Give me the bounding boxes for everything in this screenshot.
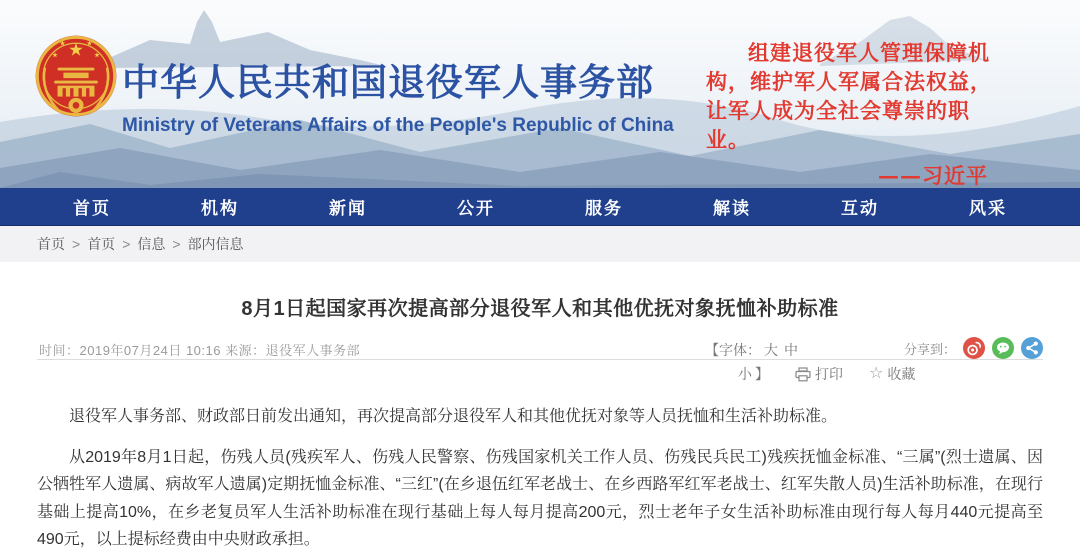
site-title-english: Ministry of Veterans Affairs of the People's Republic of China <box>122 115 674 136</box>
breadcrumb <box>0 226 1080 262</box>
font-size-small-button[interactable]: 小 <box>738 366 752 382</box>
printer-icon <box>795 367 811 382</box>
nav-item-home[interactable]: 首页 <box>73 199 111 218</box>
breadcrumb-item-home[interactable]: 首页 <box>37 236 65 252</box>
share-bar <box>904 337 1043 359</box>
breadcrumb-separator: > <box>172 236 181 252</box>
meta-divider <box>37 359 1043 360</box>
nav-item-news[interactable]: 新闻 <box>329 199 367 218</box>
nav-item-organization[interactable]: 机构 <box>201 199 239 218</box>
article-title: 8月1日起国家再次提高部分退役军人和其他优抚对象抚恤补助标准 <box>241 298 839 320</box>
article-content <box>0 292 1080 554</box>
print-label: 打印 <box>815 366 843 382</box>
site-title-chinese: 中华人民共和国退役军人事务部 <box>122 62 654 103</box>
breadcrumb-item-home2[interactable]: 首页 <box>87 236 116 252</box>
more-share-icon[interactable] <box>1021 337 1043 359</box>
breadcrumb-item-dept-info[interactable]: 部内信息 <box>187 236 244 252</box>
article-paragraph-2: 从2019年8月1日起，伤残人员(残疾军人、伤残人民警察、伤残国家机关工作人员、伤残民兵民工)残疾抚恤金标准、“三属”(烈士遗属、因公牺牲军人遗属、病故军人遗属)定期抚恤金标准、“三红”(在乡退伍红军老战士、在乡西路军红军老战士、红军失散人员)生活补助标准，在现行基础上提高10%，在乡老复员军人生活补助标准在现行基础上每人每月提高200元，烈士老年子女生活补助标准由现行每人每月440元提高至490元，以上提标经费由中央财政承担。 <box>37 448 1043 548</box>
favorite-button[interactable] <box>869 364 915 384</box>
quote-attribution: ——习近平 <box>878 163 988 188</box>
breadcrumb-item-info[interactable]: 信息 <box>137 236 166 252</box>
nav-item-showcase[interactable]: 风采 <box>969 199 1007 218</box>
font-size-label-close: 】 <box>755 366 769 382</box>
nav-item-services[interactable]: 服务 <box>585 199 623 218</box>
font-size-control <box>705 340 801 360</box>
breadcrumb-separator: > <box>122 236 131 252</box>
leader-quote <box>706 38 1002 188</box>
favorite-star-icon: ☆ <box>869 365 884 382</box>
nav-item-disclosure[interactable]: 公开 <box>457 199 495 218</box>
article-meta-bar <box>37 337 1043 385</box>
font-size-label: 【字体： <box>705 342 761 358</box>
nav-item-interpretation[interactable]: 解读 <box>713 199 751 218</box>
print-button[interactable] <box>795 364 843 384</box>
breadcrumb-separator: > <box>72 236 81 252</box>
article-meta: 时间：2019年07月24日 10:16 来源：退役军人事务部 <box>39 343 361 358</box>
share-label: 分享到： <box>903 341 956 357</box>
site-banner <box>0 0 1080 188</box>
main-nav <box>0 188 1080 226</box>
wechat-share-icon[interactable] <box>992 337 1014 359</box>
favorite-label: 收藏 <box>887 366 916 382</box>
font-size-medium-button[interactable]: 中 <box>784 342 798 358</box>
article-paragraph-1: 退役军人事务部、财政部日前发出通知，再次提高部分退役军人和其他优抚对象等人员抚恤和生活补助标准。 <box>69 408 838 425</box>
national-emblem-icon <box>34 30 118 122</box>
font-size-large-button[interactable]: 大 <box>764 342 778 358</box>
weibo-share-icon[interactable] <box>963 337 985 359</box>
nav-item-interaction[interactable]: 互动 <box>841 199 879 218</box>
toolbar-second-row <box>735 364 915 384</box>
quote-text: 组建退役军人管理保障机构，维护军人军属合法权益，让军人成为全社会尊崇的职业。 <box>706 40 992 152</box>
